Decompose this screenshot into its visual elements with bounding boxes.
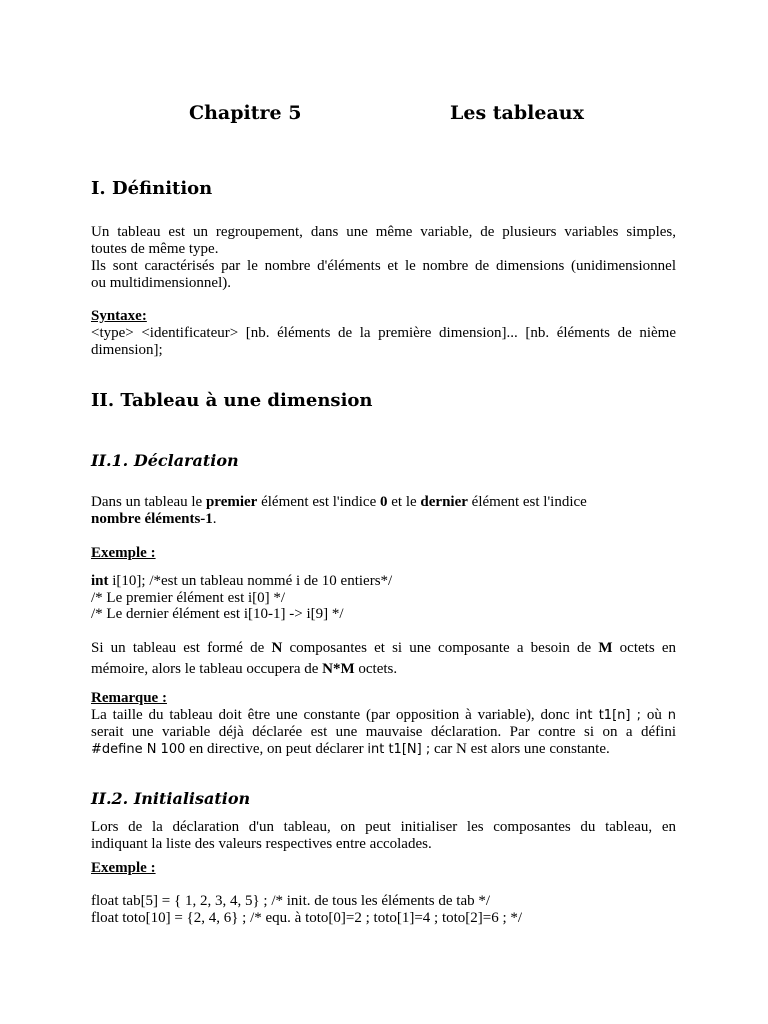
text-span: Dans un tableau le bbox=[91, 494, 206, 510]
text-line bbox=[91, 741, 676, 758]
text-line: Lors de la déclaration d'un tableau, on peut initialiser les composantes du tableau, en bbox=[91, 819, 676, 835]
bold-span: N bbox=[271, 640, 283, 656]
remark-block bbox=[91, 690, 676, 758]
syntax-text: <type> <identificateur> [nb. éléments de la première dimension]... [nb. éléments de nième bbox=[91, 325, 676, 341]
definition-paragraph bbox=[91, 224, 676, 292]
code-line: /* Le premier élément est i[0] */ bbox=[91, 590, 286, 606]
text-line: indiquant la liste des valeurs respectives entre accolades. bbox=[91, 836, 432, 852]
text-line bbox=[91, 661, 676, 678]
inline-code: int t1[n] ; bbox=[575, 708, 642, 723]
text-span: et le bbox=[387, 494, 421, 510]
bold-span: M bbox=[598, 640, 613, 656]
text-span: en directive, on peut déclarer bbox=[185, 741, 368, 757]
section-heading-one-dimension: II. Tableau à une dimension bbox=[91, 390, 373, 411]
declaration-intro bbox=[91, 494, 587, 511]
section-heading-definition: I. Définition bbox=[91, 178, 213, 199]
subsection-heading-initialisation: II.2. Initialisation bbox=[91, 789, 251, 808]
chapter-number: Chapitre 5 bbox=[189, 102, 302, 124]
example-label: Exemple : bbox=[91, 860, 156, 876]
text-span: . bbox=[212, 511, 217, 527]
text-line bbox=[91, 640, 676, 657]
code-line: float toto[10] = {2, 4, 6} ; /* equ. à toto[0]=2 ; toto[1]=4 ; toto[2]=6 ; */ bbox=[91, 910, 523, 926]
text-line: toutes de même type. bbox=[91, 241, 219, 257]
text-line bbox=[91, 707, 676, 724]
inline-code: n bbox=[667, 708, 676, 723]
text-span: La taille du tableau doit être une constante (par opposition à variable), donc bbox=[91, 707, 576, 723]
code-line: float tab[5] = { 1, 2, 3, 4, 5} ; /* init. de tous les éléments de tab */ bbox=[91, 893, 491, 909]
example-label: Exemple : bbox=[91, 545, 156, 561]
initialisation-paragraph bbox=[91, 819, 676, 853]
bold-span: nombre éléments-1 bbox=[91, 511, 213, 527]
size-paragraph bbox=[91, 640, 676, 678]
text-span: mémoire, alors le tableau occupera de bbox=[91, 661, 323, 677]
text-line: ou multidimensionnel). bbox=[91, 275, 231, 291]
text-line: Ils sont caractérisés par le nombre d'éléments et le nombre de dimensions (unidimensionnel bbox=[91, 258, 676, 274]
text-span: élément est l'indice bbox=[257, 494, 381, 510]
bold-span: N*M bbox=[322, 661, 355, 677]
bold-span: dernier bbox=[420, 494, 468, 510]
bold-span: premier bbox=[205, 494, 258, 510]
text-span: i[10]; /*est un tableau nommé i de 10 entiers*/ bbox=[108, 573, 393, 589]
text-span: octets en bbox=[612, 640, 676, 656]
text-line: serait une variable déjà déclarée est une mauvaise déclaration. Par contre si on a défini bbox=[91, 724, 676, 740]
inline-code: int t1[N] ; bbox=[367, 742, 431, 757]
syntax-text: dimension]; bbox=[91, 342, 163, 358]
syntax-block bbox=[91, 308, 676, 359]
text-span: élément est l'indice bbox=[467, 494, 587, 510]
bold-span: 0 bbox=[380, 494, 388, 510]
declaration-intro-line2 bbox=[91, 511, 217, 528]
chapter-title: Les tableaux bbox=[450, 102, 584, 124]
remark-label: Remarque : bbox=[91, 690, 167, 706]
text-span: où bbox=[641, 707, 668, 723]
text-span: car N est alors une constante. bbox=[430, 741, 610, 757]
text-line: Un tableau est un regroupement, dans une même variable, de plusieurs variables simples, bbox=[91, 224, 676, 240]
code-line: /* Le dernier élément est i[10-1] -> i[9] */ bbox=[91, 606, 344, 622]
text-span: Si un tableau est formé de bbox=[91, 640, 272, 656]
syntax-label: Syntaxe: bbox=[91, 308, 147, 324]
text-span: composantes et si une composante a besoin de bbox=[282, 640, 599, 656]
subsection-heading-declaration: II.1. Déclaration bbox=[91, 451, 239, 470]
code-line bbox=[91, 573, 392, 590]
keyword-span: int bbox=[91, 573, 109, 589]
text-span: octets. bbox=[354, 661, 398, 677]
inline-code: #define N 100 bbox=[91, 742, 186, 757]
